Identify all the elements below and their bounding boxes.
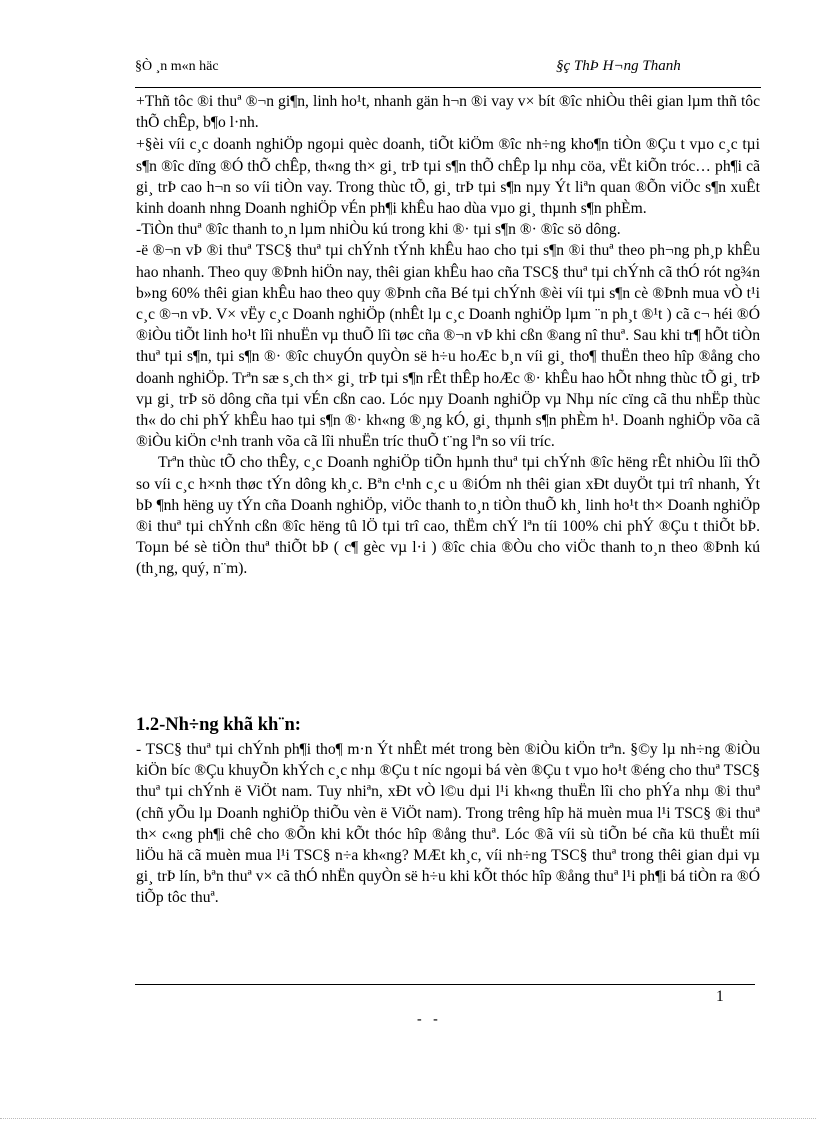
main-text-block: [136, 91, 760, 580]
header-divider: [135, 87, 761, 88]
paragraph-non-state-enterprise: +§èi víi c¸c doanh nghiÖp ngoµi quèc doanh, tiÕt kiÖm ®îc nh÷ng kho¶n tiÒn ®Çu t vµo c¸c tµi s¶n ®îc dïng ®Ó thÕ chÊp, th«ng th× gi¸ trÞ tµi s¶n thÕ chÊp lµ nhµ cöa, vËt kiÕn tróc… ph¶i cã gi¸ trÞ cao h¬n so víi tiÒn vay. Trong thùc tÕ, gi¸ trÞ tµi s¶n nµy Ýt liªn quan ®Õn viÖc s¶n xuÊt kinh doanh nhng Doanh nghiÖp vÉn ph¶i khÊu hao dùa vµo gi¸ thµnh s¶n phÈm.: [136, 136, 760, 218]
section-heading: 1.2-Nh÷ng khã kh¨n:: [136, 715, 301, 735]
paragraph-depreciation: -ë ®¬n vÞ ®i thuª TSC§ thuª tµi chÝnh tÝnh khÊu hao cho tµi s¶n ®i thuª theo ph¬ng ph¸p khÊu hao nhanh. Theo quy ®Þnh hiÖn nay, thêi gian khÊu hao cña TSC§ thuª tµi chÝnh cã thÓ rót ng¾n b»ng 60% thêi gian khÊu hao theo quy ®Þnh cña Bé tµi chÝnh ®èi víi tµi s¶n cè ®Þnh mua vÒ t¹i c¸c ®¬n vÞ. V× vËy c¸c Doanh nghiÖp (nhÊt lµ c¸c Doanh nghiÖp lµm ¨n ph¸t ®¹t ) cã c¬ héi ®Ó ®iÒu tiÕt linh ho¹t lîi nhuËn vµ thuÕ lîi tøc cña ®¬n vÞ khi cßn ®ang nî thuª. Sau khi tr¶ hÕt tiÒn thuª tµi s¶n, tµi s¶n ®· ®îc chuyÓn quyÒn së h÷u hoÆc b¸n víi gi¸ tho¶ thuËn theo hîp ®ång cho doanh nghiÖp. Trªn sæ s¸ch th× gi¸ trÞ tµi s¶n rÊt thÊp hoÆc ®· khÊu hao hÕt nhng thùc tÕ gi¸ trÞ vµ gi¸ trÞ sö dông cña tµi vÉn cßn cao. Lóc nµy Doanh nghiÖp vµ Nhµ níc cïng cã thu nhËp thùc th« do chi phÝ khÊu hao tµi s¶n ®· kh«ng ®¸ng kÓ, gi¸ thµnh s¶n phÈm h¹. Doanh nghiÖp võa cã ®iÒu kiÖn c¹nh tranh võa cã lîi nhuËn tríc thuÕ t¨ng lªn so víi tríc.: [136, 242, 761, 451]
footer-mark: - -: [417, 1012, 442, 1027]
page-bottom-border: [0, 1118, 816, 1119]
header-course-title: §Ò ¸n m«n häc: [135, 59, 219, 74]
section-text-block: [136, 739, 760, 909]
page-number: 1: [716, 988, 724, 1005]
footer-divider: [135, 984, 755, 985]
paragraph-payment-terms: -TiÒn thuª ®îc thanh to¸n lµm nhiÒu kú trong khi ®· tµi s¶n ®· ®îc sö dông.: [136, 221, 621, 239]
paragraph-advantages: Trªn thùc tÕ cho thÊy, c¸c Doanh nghiÖp tiÕn hµnh thuª tµi chÝnh ®îc hëng rÊt nhiÒu lîi thÕ so víi c¸c h×nh thøc tÝn dông kh¸c. Bªn c¹nh c¸c u ®iÓm nh thêi gian xÐt duyÖt tµi trî nhanh, Ýt bÞ ¶nh hëng uy tÝn cña Doanh nghiÖp, viÖc thanh to¸n tiÒn thuÕ kh¸ linh ho¹t th× Doanh nghiÖp ®i thuª tµi chÝnh cßn ®îc hëng tû lÖ tµi trî cao, thËm chÝ lªn tíi 100% chi phÝ ®Çu t thiÕt bÞ. Toµn bé sè tiÒn thuª thiÕt bÞ ( c¶ gèc vµ l·i ) ®îc chia ®Òu cho viÖc thanh to¸n theo ®Þnh kú (th¸ng, quý, n¨m).: [136, 454, 760, 578]
paragraph-difficulties: - TSC§ thuª tµi chÝnh ph¶i tho¶ m·n Ýt nhÊt mét trong bèn ®iÒu kiÖn trªn. §©y lµ nh÷ng ®iÒu kiÖn bíc ®Çu khuyÕn khÝch c¸c nhµ ®Çu t níc ngoµi bá vèn ®Çu t vµo ho¹t ®éng cho thuª TSC§ thuª tµi chÝnh ë ViÖt nam. Tuy nhiªn, xÐt vÒ l©u dµi l¹i kh«ng thuËn lîi cho phÝa nhµ ®i thuª (chñ yÕu lµ Doanh nghiÖp thiÕu vèn ë ViÖt nam). Trong trêng hîp hä muèn mua l¹i TSC§ ®i thuª th× c«ng ph¶i chê cho ®Õn khi kÕt thóc hîp ®ång thuª. Lóc ®ã víi sù tiÕn bé cña kü thuËt míi liÖu hä cã muèn mua l¹i TSC§ n÷a kh«ng? MÆt kh¸c, víi nh÷ng TSC§ thuª trong thêi gian dµi vµ gi¸ trÞ lín, bªn thuª v× cã thÓ nhËn quyÒn së h÷u khi kÕt thóc hîp ®ång thuª l¹i ph¶i bá tiÒn ra ®Ó tiÕp tôc thuª.: [136, 741, 760, 907]
header-author-name: §ç ThÞ H¬ng Thanh: [556, 58, 681, 74]
paragraph-procedure: +Thñ tôc ®i thuª ®¬n gi¶n, linh ho¹t, nhanh gän h¬n ®i vay v× bít ®îc nhiÒu thêi gian lµm thñ tôc thÕ chÊp, b¶o l·nh.: [136, 93, 760, 132]
